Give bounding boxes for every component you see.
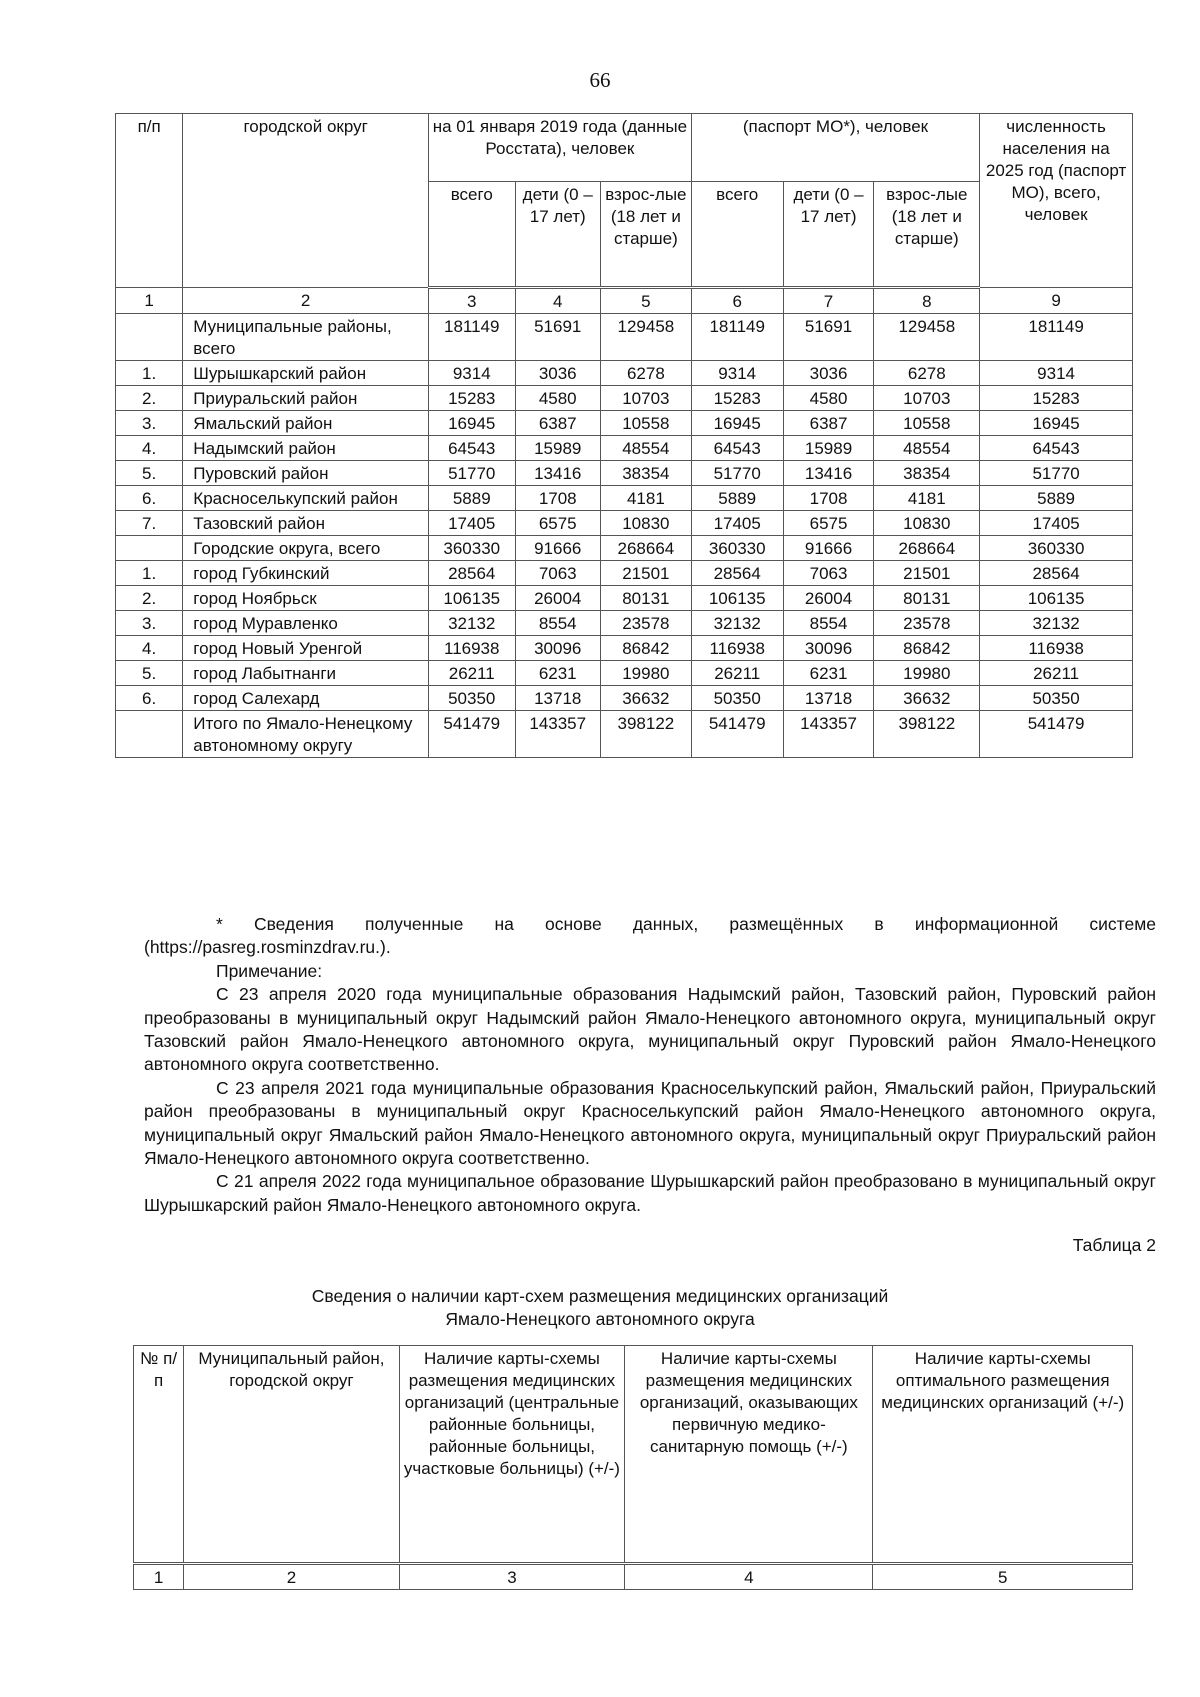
cell-c3: 15283 [428, 386, 515, 411]
cell-c7: 51691 [783, 314, 874, 361]
cell-c9: 51770 [980, 461, 1133, 486]
header-rosstat-children: дети (0 – 17 лет) [515, 182, 600, 288]
t2-colnum-4: 4 [625, 1564, 873, 1590]
cell-c3: 50350 [428, 686, 515, 711]
table2-title-line2: Ямало-Ненецкого автономного округа [445, 1309, 755, 1329]
table-row [116, 361, 1133, 386]
cell-c5: 36632 [600, 686, 691, 711]
row-number: 5. [116, 461, 183, 486]
row-number: 3. [116, 611, 183, 636]
t2-header-number: № п/п [134, 1346, 184, 1564]
table-row [116, 386, 1133, 411]
district-name: Пуровский район [183, 461, 429, 486]
map-schemes-table [133, 1345, 1133, 1590]
footnote: * Сведения полученные на основе данных, размещённых в информационной системе (https://pasreg.rosminzdrav.ru.). [144, 914, 1156, 958]
header-row-number: п/п [116, 114, 183, 288]
cell-c6: 360330 [691, 536, 783, 561]
cell-c5: 10703 [600, 386, 691, 411]
cell-c5: 19980 [600, 661, 691, 686]
row-number: 4. [116, 436, 183, 461]
cell-c3: 5889 [428, 486, 515, 511]
cell-c3: 26211 [428, 661, 515, 686]
row-number: 1. [116, 561, 183, 586]
cell-c9: 181149 [980, 314, 1133, 361]
cell-c9: 64543 [980, 436, 1133, 461]
cell-c6: 28564 [691, 561, 783, 586]
table-row [116, 586, 1133, 611]
cell-c9: 26211 [980, 661, 1133, 686]
cell-c7: 3036 [783, 361, 874, 386]
header-passport-total: всего [691, 182, 783, 288]
district-name: Городские округа, всего [183, 536, 429, 561]
row-number: 2. [116, 386, 183, 411]
cell-c9: 106135 [980, 586, 1133, 611]
notes-section [144, 913, 1156, 1217]
cell-c8: 398122 [874, 711, 980, 758]
cell-c8: 268664 [874, 536, 980, 561]
cell-c6: 541479 [691, 711, 783, 758]
table-row [116, 561, 1133, 586]
district-name: город Салехард [183, 686, 429, 711]
district-name: город Губкинский [183, 561, 429, 586]
cell-c6: 116938 [691, 636, 783, 661]
cell-c4: 51691 [515, 314, 600, 361]
cell-c6: 181149 [691, 314, 783, 361]
cell-c3: 64543 [428, 436, 515, 461]
cell-c3: 28564 [428, 561, 515, 586]
cell-c5: 38354 [600, 461, 691, 486]
cell-c7: 91666 [783, 536, 874, 561]
note-paragraph-2021: С 23 апреля 2021 года муниципальные образования Красноселькупский район, Ямальский район, Приуральский район преобразованы в муниципальный округ Красноселькупский район Ямало-Ненецкого автономного округа, муниципальный округ Ямальский район Ямало-Ненецкого автономного округа, муниципальный округ Приуральский район Ямало-Ненецкого автономного округа соответственно. [144, 1077, 1156, 1169]
cell-c7: 4580 [783, 386, 874, 411]
row-number: 4. [116, 636, 183, 661]
cell-c8: 36632 [874, 686, 980, 711]
table2-title [0, 1285, 1200, 1331]
cell-c4: 30096 [515, 636, 600, 661]
cell-c4: 13416 [515, 461, 600, 486]
cell-c6: 9314 [691, 361, 783, 386]
table-row [116, 536, 1133, 561]
header-passport-children: дети (0 – 17 лет) [783, 182, 874, 288]
cell-c7: 26004 [783, 586, 874, 611]
district-name: Надымский район [183, 436, 429, 461]
cell-c4: 6387 [515, 411, 600, 436]
cell-c7: 8554 [783, 611, 874, 636]
cell-c8: 4181 [874, 486, 980, 511]
cell-c5: 21501 [600, 561, 691, 586]
cell-c9: 541479 [980, 711, 1133, 758]
header-rosstat-group: на 01 января 2019 года (данные Росстата), человек [428, 114, 691, 182]
cell-c4: 15989 [515, 436, 600, 461]
cell-c6: 16945 [691, 411, 783, 436]
colnum-5: 5 [600, 288, 691, 314]
t2-header-primary-care-map: Наличие карты-схемы размещения медицинских организаций, оказывающих первичную медико-санитарную помощь (+/-) [625, 1346, 873, 1564]
cell-c8: 6278 [874, 361, 980, 386]
row-number: 1. [116, 361, 183, 386]
t2-colnum-5: 5 [873, 1564, 1133, 1590]
district-name: город Муравленко [183, 611, 429, 636]
table-row [116, 436, 1133, 461]
district-name: город Лабытнанги [183, 661, 429, 686]
cell-c6: 51770 [691, 461, 783, 486]
t2-colnum-2: 2 [184, 1564, 399, 1590]
table-row [116, 411, 1133, 436]
cell-c5: 80131 [600, 586, 691, 611]
cell-c6: 64543 [691, 436, 783, 461]
row-number [116, 711, 183, 758]
cell-c9: 360330 [980, 536, 1133, 561]
table-row [116, 636, 1133, 661]
district-name: Итого по Ямало-Ненецкому автономному округу [183, 711, 429, 758]
cell-c5: 398122 [600, 711, 691, 758]
colnum-8: 8 [874, 288, 980, 314]
cell-c9: 28564 [980, 561, 1133, 586]
cell-c6: 50350 [691, 686, 783, 711]
cell-c3: 16945 [428, 411, 515, 436]
cell-c3: 541479 [428, 711, 515, 758]
cell-c9: 5889 [980, 486, 1133, 511]
cell-c5: 6278 [600, 361, 691, 386]
cell-c9: 50350 [980, 686, 1133, 711]
t2-colnum-3: 3 [399, 1564, 625, 1590]
table-row [116, 461, 1133, 486]
cell-c5: 23578 [600, 611, 691, 636]
cell-c4: 7063 [515, 561, 600, 586]
row-number: 6. [116, 686, 183, 711]
colnum-4: 4 [515, 288, 600, 314]
cell-c7: 15989 [783, 436, 874, 461]
cell-c7: 13718 [783, 686, 874, 711]
cell-c5: 129458 [600, 314, 691, 361]
header-population-2025: численность населения на 2025 год (паспорт МО), всего, человек [980, 114, 1133, 288]
row-number [116, 314, 183, 361]
cell-c7: 143357 [783, 711, 874, 758]
table-row [116, 486, 1133, 511]
cell-c9: 116938 [980, 636, 1133, 661]
cell-c5: 4181 [600, 486, 691, 511]
cell-c6: 32132 [691, 611, 783, 636]
cell-c6: 15283 [691, 386, 783, 411]
cell-c3: 181149 [428, 314, 515, 361]
cell-c9: 15283 [980, 386, 1133, 411]
cell-c4: 6575 [515, 511, 600, 536]
header-passport-group: (паспорт МО*), человек [691, 114, 979, 182]
table-row [116, 611, 1133, 636]
district-name: Красноселькупский район [183, 486, 429, 511]
t2-header-hospital-map: Наличие карты-схемы размещения медицинских организаций (центральные районные больницы, районные больницы, участковые больницы) (+/-) [399, 1346, 625, 1564]
table-row [116, 511, 1133, 536]
row-number: 3. [116, 411, 183, 436]
note-label: Примечание: [216, 960, 323, 981]
cell-c8: 38354 [874, 461, 980, 486]
header-district: городской округ [183, 114, 429, 288]
cell-c4: 4580 [515, 386, 600, 411]
cell-c4: 6231 [515, 661, 600, 686]
district-name: город Новый Уренгой [183, 636, 429, 661]
cell-c3: 17405 [428, 511, 515, 536]
cell-c9: 32132 [980, 611, 1133, 636]
cell-c5: 86842 [600, 636, 691, 661]
cell-c8: 21501 [874, 561, 980, 586]
cell-c4: 1708 [515, 486, 600, 511]
district-name: Приуральский район [183, 386, 429, 411]
cell-c3: 51770 [428, 461, 515, 486]
page-number: 66 [589, 68, 611, 92]
cell-c5: 10830 [600, 511, 691, 536]
row-number [116, 536, 183, 561]
cell-c4: 91666 [515, 536, 600, 561]
cell-c8: 48554 [874, 436, 980, 461]
district-name: Шурышкарский район [183, 361, 429, 386]
cell-c6: 106135 [691, 586, 783, 611]
table-row [116, 686, 1133, 711]
t2-header-optimal-map: Наличие карты-схемы оптимального размещения медицинских организаций (+/-) [873, 1346, 1133, 1564]
cell-c7: 1708 [783, 486, 874, 511]
header-passport-adults: взрос-лые (18 лет и старше) [874, 182, 980, 288]
cell-c8: 86842 [874, 636, 980, 661]
cell-c4: 26004 [515, 586, 600, 611]
cell-c8: 129458 [874, 314, 980, 361]
cell-c6: 5889 [691, 486, 783, 511]
population-table [115, 113, 1133, 758]
colnum-3: 3 [428, 288, 515, 314]
cell-c9: 17405 [980, 511, 1133, 536]
cell-c3: 360330 [428, 536, 515, 561]
cell-c7: 6387 [783, 411, 874, 436]
cell-c3: 9314 [428, 361, 515, 386]
column-number-row [116, 288, 1133, 314]
cell-c5: 48554 [600, 436, 691, 461]
cell-c8: 10830 [874, 511, 980, 536]
row-number: 5. [116, 661, 183, 686]
cell-c8: 10558 [874, 411, 980, 436]
cell-c9: 9314 [980, 361, 1133, 386]
cell-c3: 32132 [428, 611, 515, 636]
colnum-7: 7 [783, 288, 874, 314]
cell-c5: 268664 [600, 536, 691, 561]
table-row [116, 711, 1133, 758]
note-paragraph-2022: С 21 апреля 2022 года муниципальное образование Шурышкарский район преобразовано в муниципальный округ Шурышкарский район Ямало-Ненецкого автономного округа. [144, 1171, 1156, 1215]
colnum-6: 6 [691, 288, 783, 314]
cell-c3: 116938 [428, 636, 515, 661]
t2-colnum-1: 1 [134, 1564, 184, 1590]
cell-c9: 16945 [980, 411, 1133, 436]
cell-c7: 30096 [783, 636, 874, 661]
header-rosstat-total: всего [428, 182, 515, 288]
cell-c4: 3036 [515, 361, 600, 386]
cell-c5: 10558 [600, 411, 691, 436]
district-name: Муниципальные районы, всего [183, 314, 429, 361]
cell-c6: 26211 [691, 661, 783, 686]
cell-c4: 143357 [515, 711, 600, 758]
cell-c8: 80131 [874, 586, 980, 611]
t2-column-number-row [134, 1564, 1133, 1590]
cell-c4: 13718 [515, 686, 600, 711]
row-number: 7. [116, 511, 183, 536]
cell-c4: 8554 [515, 611, 600, 636]
cell-c6: 17405 [691, 511, 783, 536]
cell-c7: 13416 [783, 461, 874, 486]
district-name: Ямальский район [183, 411, 429, 436]
cell-c3: 106135 [428, 586, 515, 611]
row-number: 2. [116, 586, 183, 611]
row-number: 6. [116, 486, 183, 511]
district-name: Тазовский район [183, 511, 429, 536]
cell-c8: 23578 [874, 611, 980, 636]
header-rosstat-adults: взрос-лые (18 лет и старше) [600, 182, 691, 288]
colnum-2: 2 [183, 288, 429, 314]
table2-title-line1: Сведения о наличии карт-схем размещения медицинских организаций [311, 1286, 889, 1306]
table-row [116, 314, 1133, 361]
cell-c7: 6575 [783, 511, 874, 536]
cell-c7: 7063 [783, 561, 874, 586]
table-row [116, 661, 1133, 686]
colnum-9: 9 [980, 288, 1133, 314]
colnum-1: 1 [116, 288, 183, 314]
note-paragraph-2020: С 23 апреля 2020 года муниципальные образования Надымский район, Тазовский район, Пуровский район преобразованы в муниципальный округ Надымский район Ямало-Ненецкого автономного округа, муниципальный округ Тазовский район Ямало-Ненецкого автономного округа, муниципальный округ Пуровский район Ямало-Ненецкого автономного округа соответственно. [144, 984, 1156, 1075]
district-name: город Ноябрьск [183, 586, 429, 611]
cell-c8: 10703 [874, 386, 980, 411]
table2-label: Таблица 2 [1072, 1235, 1156, 1255]
cell-c7: 6231 [783, 661, 874, 686]
t2-header-district: Муниципальный район, городской округ [184, 1346, 399, 1564]
cell-c8: 19980 [874, 661, 980, 686]
